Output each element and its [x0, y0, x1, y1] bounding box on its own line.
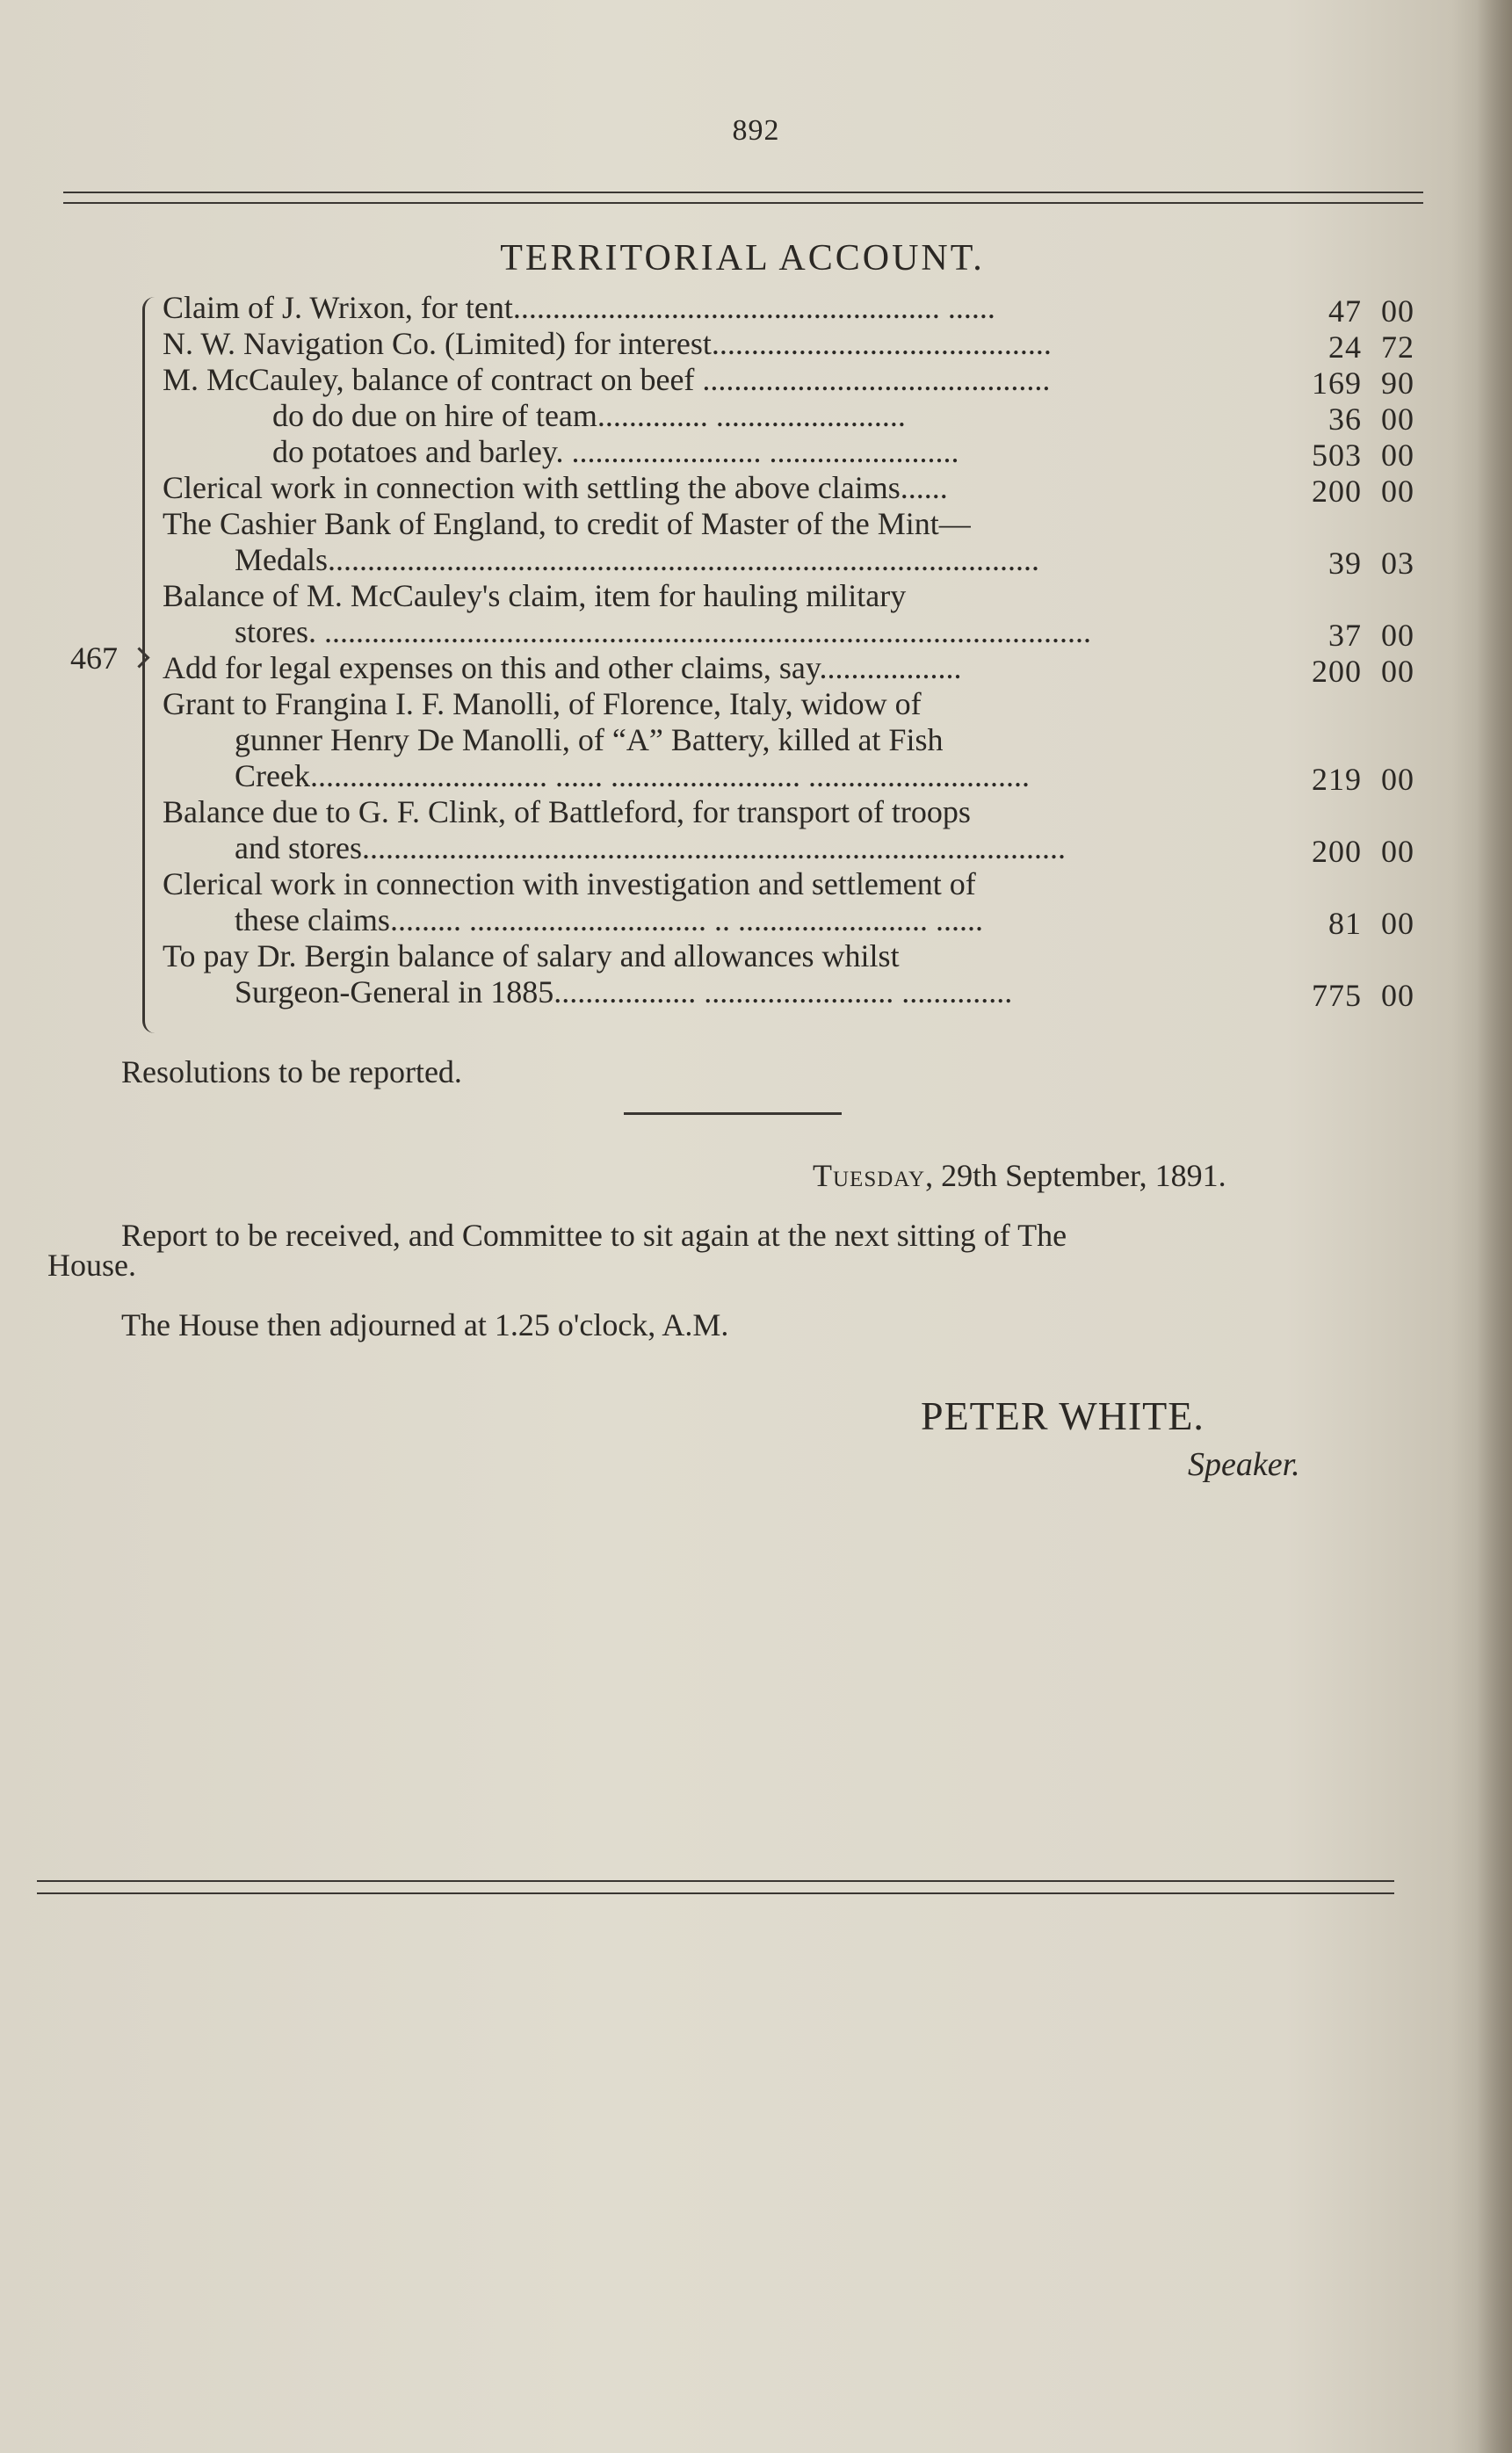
- amount-dollars: 775: [1312, 978, 1362, 1013]
- amount-cents: 00: [1381, 293, 1414, 329]
- bottom-rule-upper: [37, 1880, 1394, 1882]
- account-entry-text: Add for legal expenses on this and other claims, say..................: [163, 650, 962, 685]
- account-entry-amount: [1296, 654, 1414, 690]
- account-entry: [163, 290, 1428, 329]
- amount-dollars: 24: [1328, 329, 1362, 365]
- amount-cents: 00: [1381, 618, 1414, 653]
- amount-dollars: 47: [1328, 293, 1362, 329]
- account-entry: [163, 506, 1428, 581]
- report-line-2: House.: [47, 1248, 136, 1283]
- amount-dollars: 219: [1312, 762, 1362, 797]
- account-entry: [163, 650, 1428, 689]
- sitting-day: Tuesday: [813, 1158, 926, 1193]
- account-entry-text: Creek.............................. ...... ........................ ............................: [235, 758, 1030, 793]
- bottom-rule-lower: [37, 1892, 1394, 1894]
- account-entry-text: Grant to Frangina I. F. Manolli, of Florence, Italy, widow of: [163, 686, 922, 721]
- amount-cents: 00: [1381, 834, 1414, 869]
- amount-dollars: 200: [1312, 474, 1362, 509]
- account-entry: [163, 866, 1428, 941]
- amount-dollars: 39: [1328, 546, 1362, 581]
- account-entry-amount: [1296, 402, 1414, 438]
- page-spine-shadow: [1477, 0, 1512, 2453]
- amount-cents: 00: [1381, 762, 1414, 797]
- resolutions-text: Resolutions to be reported.: [121, 1054, 462, 1089]
- signature-name: PETER WHITE.: [921, 1393, 1205, 1438]
- amount-cents: 72: [1381, 329, 1414, 365]
- account-number: 467: [70, 640, 118, 676]
- account-entry: [163, 686, 1428, 797]
- amount-dollars: 169: [1312, 365, 1362, 401]
- amount-dollars: 36: [1328, 402, 1362, 437]
- account-brace: [142, 297, 159, 1033]
- report-line-1: Report to be received, and Committee to sit again at the next sitting of The: [121, 1218, 1067, 1253]
- amount-dollars: 200: [1312, 654, 1362, 689]
- account-entry-text: stores. .................................................................................................: [235, 614, 1091, 649]
- account-entry-text: do potatoes and barley. ........................ ........................: [272, 434, 959, 469]
- amount-dollars: 200: [1312, 834, 1362, 869]
- account-entry: [163, 794, 1428, 869]
- section-divider: [624, 1112, 842, 1115]
- account-entries: [163, 290, 1428, 1013]
- amount-dollars: 503: [1312, 438, 1362, 473]
- account-entry: [163, 578, 1428, 653]
- amount-cents: 00: [1381, 978, 1414, 1013]
- account-entry: [163, 326, 1428, 365]
- account-entry-amount: [1296, 329, 1414, 365]
- amount-cents: 03: [1381, 546, 1414, 581]
- account-entry: [163, 938, 1428, 1013]
- account-entry-text: and stores.........................................................................................: [235, 830, 1066, 865]
- account-entry-text: gunner Henry De Manolli, of “A” Battery, killed at Fish: [235, 722, 944, 757]
- account-entry-amount: [1296, 293, 1414, 329]
- top-rule-upper: [63, 192, 1423, 193]
- adjournment-text: The House then adjourned at 1.25 o'clock, A.M.: [121, 1307, 729, 1342]
- amount-dollars: 81: [1328, 906, 1362, 941]
- account-entry-amount: [1296, 365, 1414, 402]
- account-entry-amount: [1296, 438, 1414, 474]
- amount-cents: 00: [1381, 402, 1414, 437]
- account-entry-amount: [1296, 834, 1414, 870]
- account-entry-text: M. McCauley, balance of contract on beef ............................................: [163, 362, 1051, 397]
- account-entry-text: Claim of J. Wrixon, for tent...................................................... ......: [163, 290, 995, 325]
- sitting-date: [813, 1156, 1226, 1195]
- account-entry-amount: [1296, 474, 1414, 510]
- amount-cents: 00: [1381, 438, 1414, 473]
- account-entry-amount: [1296, 618, 1414, 654]
- amount-cents: 00: [1381, 906, 1414, 941]
- account-entry-amount: [1296, 762, 1414, 798]
- account-entry-text: Balance due to G. F. Clink, of Battleford, for transport of troops: [163, 794, 971, 829]
- account-entry-text: Clerical work in connection with investigation and settlement of: [163, 866, 976, 901]
- signature-title: Speaker.: [1188, 1446, 1300, 1483]
- amount-dollars: 37: [1328, 618, 1362, 653]
- account-entry-text: The Cashier Bank of England, to credit of Master of the Mint—: [163, 506, 971, 541]
- amount-cents: 00: [1381, 654, 1414, 689]
- account-entry-text: Balance of M. McCauley's claim, item for hauling military: [163, 578, 907, 613]
- account-entry-amount: [1296, 546, 1414, 582]
- account-entry: [163, 362, 1428, 401]
- account-entry-text: Surgeon-General in 1885.................. ........................ ..............: [235, 974, 1013, 1009]
- account-entry-text: To pay Dr. Bergin balance of salary and allowances whilst: [163, 938, 900, 973]
- account-entry-text: Medals..........................................................................................: [235, 542, 1039, 577]
- account-entry-text: do do due on hire of team.............. ........................: [272, 398, 906, 433]
- account-entry-text: N. W. Navigation Co. (Limited) for interest...........................................: [163, 326, 1052, 361]
- section-heading: TERRITORIAL ACCOUNT.: [500, 238, 985, 279]
- account-entry-text: these claims......... .............................. .. ........................ ......: [235, 902, 983, 937]
- account-entry-text: Clerical work in connection with settling the above claims......: [163, 470, 948, 505]
- page-number: 892: [732, 114, 780, 147]
- account-entry-amount: [1296, 906, 1414, 942]
- account-entry: [163, 470, 1428, 509]
- account-entry: [163, 434, 1428, 473]
- amount-cents: 90: [1381, 365, 1414, 401]
- top-rule-lower: [63, 202, 1423, 204]
- account-entry-amount: [1296, 978, 1414, 1014]
- sitting-date-rest: , 29th September, 1891.: [925, 1158, 1226, 1193]
- account-entry: [163, 398, 1428, 437]
- amount-cents: 00: [1381, 474, 1414, 509]
